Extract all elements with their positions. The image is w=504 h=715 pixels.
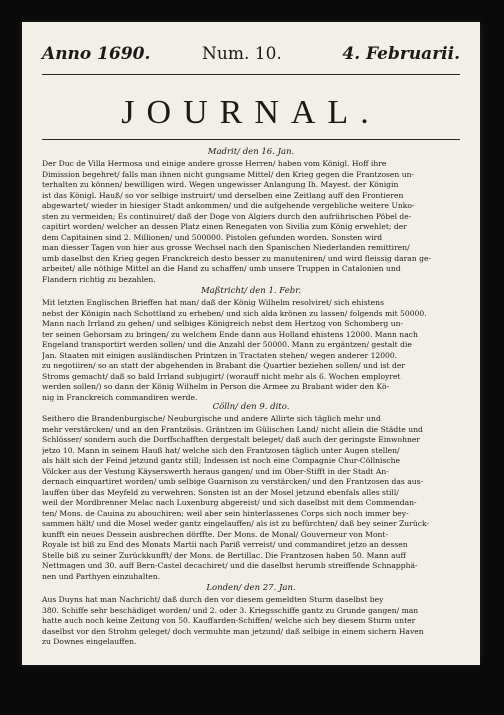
text-line: daselbst vor den Strohm geleget/ doch vermuhte man jetzund/ daß selbige in einem sichern Haven	[42, 626, 424, 636]
text-line: werden sollen/) so dann der König Wilhelm in Person die Armee zu Brabant wider den Kö-	[42, 382, 390, 391]
masthead	[42, 44, 460, 70]
title-rule	[42, 139, 460, 140]
text-line: ist das Königl. Hauß/ so vor selbige instruirt/ und derselben eine Zeitlang auff den Frontieren	[42, 190, 404, 200]
text-line: Mann nach Irrland zu gehen/ und selbiges Königreich nebst dem Hertzog von Schomberg un-	[42, 319, 404, 328]
text-line: Schlösser/ sondern auch die Dorffschafften dergestalt beleget/ daß auch der geringste Einwohner	[42, 435, 421, 444]
article-body	[42, 159, 460, 285]
text-line: terhalten zu können/ bewilligen wird. Wegen ungewisser Anlangung Ih. Mayest. der Königin	[42, 180, 399, 189]
text-line: nen und Parthyen einzuhalten.	[42, 571, 161, 581]
article-body	[42, 298, 460, 403]
text-line: man diesser Tagen von hier aus grosse Wechsel nach den Spanischen Niederlanden remittiren/	[42, 243, 410, 252]
text-line: capitirt worden/ welcher an dessen Platz einen Renegaten von Sivilia zum König erwehlet; der	[42, 222, 407, 231]
text-line: ten/ Mons. de Cauina zu abouchiren; weil aber sein hinterlassenes Corps sich noch immer bey-	[42, 508, 409, 518]
text-line: Engeland transportirt werden sollen/ und die Anzahl der 50000. Mann zu ergäntzen/ gestalt die	[42, 340, 412, 349]
page-title: JOURNAL.	[121, 94, 381, 131]
article-body	[42, 595, 460, 648]
newspaper-page	[22, 22, 480, 665]
text-line: umb daselbst den Krieg gegen Franckreich desto besser zu manuteniren/ und wird fleissig daran ge-	[42, 253, 432, 263]
text-line: Stroms gemacht/ daß so bald Irrland subjugirt/ (worauff nicht mehr als 6. Wochen employret	[42, 371, 401, 381]
text-line: Dimission begehret/ falls man ihnen nicht gungsame Mittel/ den Krieg gegen die Frantzosen un-	[42, 169, 415, 179]
text-line: sammen hält/ und die Mosel weder gantz eingelauffen/ als ist zu befürchten/ daß bey seiner Zurück-	[42, 519, 429, 528]
text-line: 380. Schiffe sehr beschädiget worden/ und 2. oder 3. Kriegsschiffe gantz zu Grunde gangen/ man	[42, 605, 419, 615]
article-london	[42, 583, 460, 648]
text-line: zu Downes eingelauffen.	[42, 637, 137, 646]
text-line: ter seinen Gehorsam zu bringen/ zu welchem Ende dann aus Holland ehistens 12000. Mann nach	[42, 329, 418, 339]
text-line: abgewartet/ wieder in hiesiger Stadt ankommen/ und die aufgehende vergebliche weitere Unko-	[42, 201, 415, 210]
masthead-number: Num. 10.	[202, 44, 282, 64]
article-madrid	[42, 147, 460, 285]
text-line: als hält sich der Feind jetzund gantz still; Indessen ist noch eine Compagnie Chur-Cöllnische	[42, 456, 401, 465]
text-line: lauffen über das Meyfeld zu verwehren. Sonsten ist an der Mosel jetzund ebenfals alles still/	[42, 487, 399, 497]
dateline: Cölln/ den 9. dito.	[212, 402, 290, 412]
text-line: Royale ist biß zu End des Monats Martii nach Pariß verreist/ und commandiret jetzo an dessen	[42, 540, 408, 549]
text-line: dem Capitainen sind 2. Millionen/ und 500000. Pistolen gefunden worden. Sonsten wird	[42, 232, 383, 242]
text-line: Flandern richtig zu bezahlen.	[42, 274, 156, 284]
dateline: Maßtricht/ den 1. Febr.	[200, 286, 302, 296]
text-line: nebst der Königin nach Schottland zu erheben/ und sich alda krönen zu lassen/ folgends mit 50000.	[42, 308, 427, 318]
article-cologne	[42, 402, 460, 582]
text-line: hatte auch noch keine Zeitung von 50. Kauffarden-Schiffen/ welche sich bey diesem Sturm unter	[42, 616, 416, 625]
text-line: Nettmagen und 30. auff Bern-Castel decachiret/ und die daselbst herumb streiffende Schnapphä-	[42, 561, 418, 570]
dateline: Londen/ den 27. Jan.	[206, 583, 296, 593]
masthead-rule	[42, 74, 460, 75]
text-line: sten zu vermeiden; Es continuiret/ daß der Doge von Algiers durch den aufrührischen Pöbel de-	[42, 211, 412, 221]
text-line: Stelle biß zu seiner Zurückkunfft/ der Mons. de Bertillac. Die Frantzosen haben 50. Mann auff	[42, 550, 406, 560]
article-body	[42, 414, 460, 582]
text-line: jetzo 10. Mann in seinem Hauß hat/ welche sich den Frantzosen täglich unter Augen stellen/	[42, 445, 400, 455]
text-line: kunfft ein neues Dessein ausbrechen dörffte. Der Mons. de Monal/ Gouverneur von Mont-	[42, 529, 389, 539]
text-line: Seithero die Brandenburgische/ Neuburgische und andere Allirte sich täglich mehr und	[42, 414, 381, 423]
text-line: weil der Mordbrenner Melac nach Luxenburg abgereist/ und sich daselbst mit dem Commendan-	[42, 498, 417, 507]
text-line: dernach einquartiret worden/ umb selbige Guarnison zu verstärcken/ und den Frantzosen das aus-	[42, 477, 424, 486]
text-line: nig in Franckreich commandiren werde.	[42, 392, 198, 402]
dateline: Madrit/ den 16. Jan.	[207, 147, 295, 157]
text-line: Der Duc de Villa Hermosa und einige andere grosse Herren/ haben vom Königl. Hoff ihre	[42, 159, 387, 168]
text-line: arbeitet/ alle nöthige Mittel an die Hand zu schaffen/ umb unsere Truppen in Catalonien und	[42, 264, 401, 273]
text-line: mehr verstärcken/ und an den Frantzösis. Gräntzen im Gülischen Land/ nicht allein die Städte und	[42, 424, 423, 434]
text-line: Jan. Staaten mit einigen ausländischen Printzen in Tractaten stehen/ wegen anderer 12000.	[42, 350, 398, 360]
masthead-date: 4. Februarii.	[342, 44, 460, 64]
text-line: Mit letzten Englischen Brieffen hat man/ daß der König Wilhelm resolviret/ sich ehistens	[42, 298, 384, 307]
masthead-year: Anno 1690.	[42, 44, 151, 64]
text-line: zu negotiiren/ so an statt der abgehenden in Brabant die Quartier beziehen sollen/ und ist der	[42, 361, 405, 370]
article-maastricht	[42, 286, 460, 403]
text-line: Aus Duyns hat man Nachricht/ daß durch den vor diesem gemeldten Sturm daselbst bey	[42, 595, 384, 604]
text-line: Völcker aus der Vestung Käyserswerth heraus gangen/ und im Ober-Stifft in der Stadt An-	[42, 466, 389, 476]
